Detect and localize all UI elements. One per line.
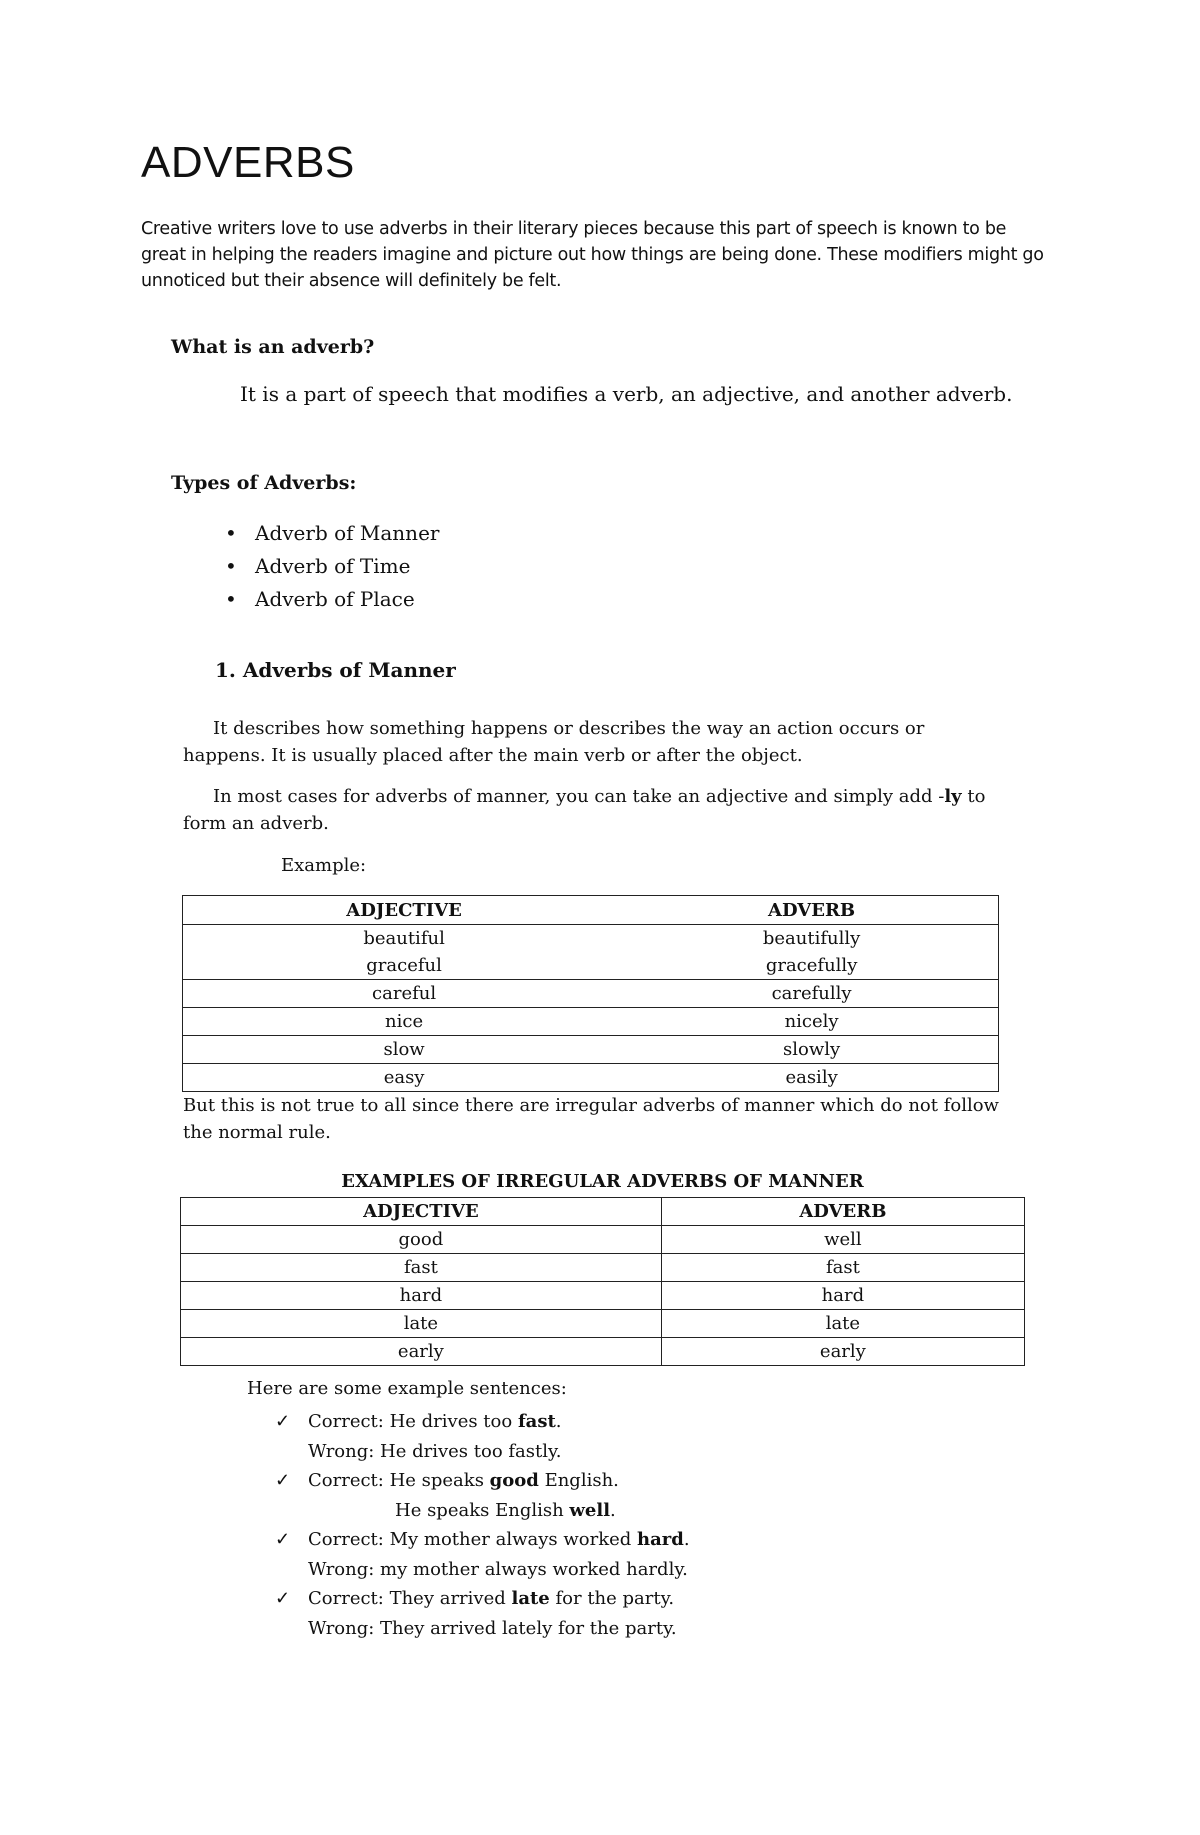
irregular-table-title: EXAMPLES OF IRREGULAR ADVERBS OF MANNER <box>341 1171 864 1192</box>
check-icon: ✓ <box>275 1588 291 1609</box>
table-cell: easy <box>183 1064 626 1092</box>
page-title: ADVERBS <box>141 138 355 187</box>
column-header: ADJECTIVE <box>181 1198 662 1226</box>
table-cell: graceful <box>366 955 442 976</box>
table-header-row <box>181 1198 1025 1226</box>
sentence-text: . <box>683 1529 690 1550</box>
table-row <box>181 1254 1025 1282</box>
table-cell: hard <box>181 1282 662 1310</box>
table-cell: late <box>181 1310 662 1338</box>
list-item <box>275 1525 690 1584</box>
types-heading: Types of Adverbs: <box>171 472 357 494</box>
sentence-text: . <box>610 1499 616 1521</box>
wrong-sentence: Wrong: They arrived lately for the party. <box>308 1617 677 1639</box>
table-row <box>183 925 999 953</box>
table-cell: easily <box>625 1064 998 1092</box>
list-item: • Adverb of Place <box>255 583 439 616</box>
correct-sentence <box>308 1525 690 1555</box>
sentence-text: . <box>555 1411 562 1432</box>
table-cell: nice <box>183 1008 626 1036</box>
highlight-word: good <box>489 1470 539 1491</box>
table-header-row <box>183 896 999 925</box>
sentence-text: Correct: My mother always worked <box>308 1529 638 1550</box>
table-cell: beautifully <box>625 925 998 953</box>
list-item <box>275 1407 690 1466</box>
ly-rule-text-end: to form an adverb. <box>183 786 986 834</box>
table-row <box>183 1036 999 1064</box>
table-cell: beautiful <box>183 925 626 953</box>
column-header: ADVERB <box>625 896 998 925</box>
table-row <box>181 1282 1025 1310</box>
table-cell: fast <box>181 1254 662 1282</box>
sentence-text: Correct: They arrived <box>308 1588 512 1609</box>
column-header: ADVERB <box>661 1198 1024 1226</box>
table-cell: late <box>661 1310 1024 1338</box>
examples-intro: Here are some example sentences: <box>247 1378 567 1399</box>
section-heading: 1. Adverbs of Manner <box>215 658 456 682</box>
regular-adverbs-table <box>182 895 999 1092</box>
table-cell: good <box>181 1226 662 1254</box>
table-cell: early <box>181 1338 662 1366</box>
definition-text: It is a part of speech that modifies a verb, an adjective, and another adverb. <box>240 382 1013 406</box>
highlight-word: late <box>511 1588 550 1609</box>
irregular-adverbs-table <box>180 1197 1025 1366</box>
correct-sentence <box>308 1584 690 1614</box>
table-row <box>181 1226 1025 1254</box>
manner-description: It describes how something happens or describes the way an action occurs or happens. It is usually placed after the main verb or after the object. <box>183 718 925 766</box>
table-cell: well <box>661 1226 1024 1254</box>
table-cell: hard <box>661 1282 1024 1310</box>
table-cell: fast <box>661 1254 1024 1282</box>
irregular-note: But this is not true to all since there are irregular adverbs of manner which do not follow the normal rule. <box>183 1095 999 1143</box>
ly-suffix: ly <box>944 786 962 807</box>
highlight-word: fast <box>517 1411 556 1432</box>
check-icon: ✓ <box>275 1529 291 1550</box>
question-heading: What is an adverb? <box>171 336 375 358</box>
highlight-word: well <box>569 1499 611 1521</box>
check-icon: ✓ <box>275 1470 291 1491</box>
highlight-word: hard <box>637 1529 684 1550</box>
table-cell: slowly <box>625 1036 998 1064</box>
table-cell: careful <box>183 980 626 1008</box>
wrong-sentence: Wrong: He drives too fastly. <box>308 1440 562 1462</box>
table-cell: early <box>661 1338 1024 1366</box>
table-row <box>183 980 999 1008</box>
ly-rule-text: In most cases for adverbs of manner, you can take an adjective and simply add - <box>213 786 945 807</box>
example-sentences-list <box>275 1407 690 1643</box>
table-cell: nicely <box>625 1008 998 1036</box>
ly-rule-paragraph <box>183 783 1003 837</box>
table-cell: gracefully <box>765 955 858 976</box>
list-item <box>275 1466 690 1525</box>
table-cell: carefully <box>625 980 998 1008</box>
example-label: Example: <box>281 855 367 876</box>
table-row <box>183 1008 999 1036</box>
wrong-sentence <box>308 1496 690 1526</box>
sentence-text: English. <box>538 1470 619 1491</box>
table-row <box>183 1064 999 1092</box>
correct-sentence <box>308 1407 690 1437</box>
sentence-text: for the party. <box>549 1588 675 1609</box>
sentence-text: Correct: He drives too <box>308 1411 518 1432</box>
list-item <box>275 1584 690 1643</box>
table-row <box>181 1338 1025 1366</box>
sentence-text: Correct: He speaks <box>308 1470 490 1491</box>
list-item: • Adverb of Manner <box>255 517 439 550</box>
intro-paragraph: Creative writers love to use adverbs in their literary pieces because this part of speech is known to be great in helping the readers imagine and picture out how things are being done. These modifiers might go unnoticed but their absence will definitely be felt. <box>141 219 1044 291</box>
table-cell: slow <box>183 1036 626 1064</box>
types-list <box>255 517 439 616</box>
check-icon: ✓ <box>275 1411 291 1432</box>
table-row <box>181 1310 1025 1338</box>
correct-sentence <box>308 1466 690 1496</box>
wrong-sentence: Wrong: my mother always worked hardly. <box>308 1558 688 1580</box>
table-row <box>183 952 999 980</box>
sentence-text: He speaks English <box>395 1499 570 1521</box>
list-item: • Adverb of Time <box>255 550 439 583</box>
column-header: ADJECTIVE <box>183 896 626 925</box>
